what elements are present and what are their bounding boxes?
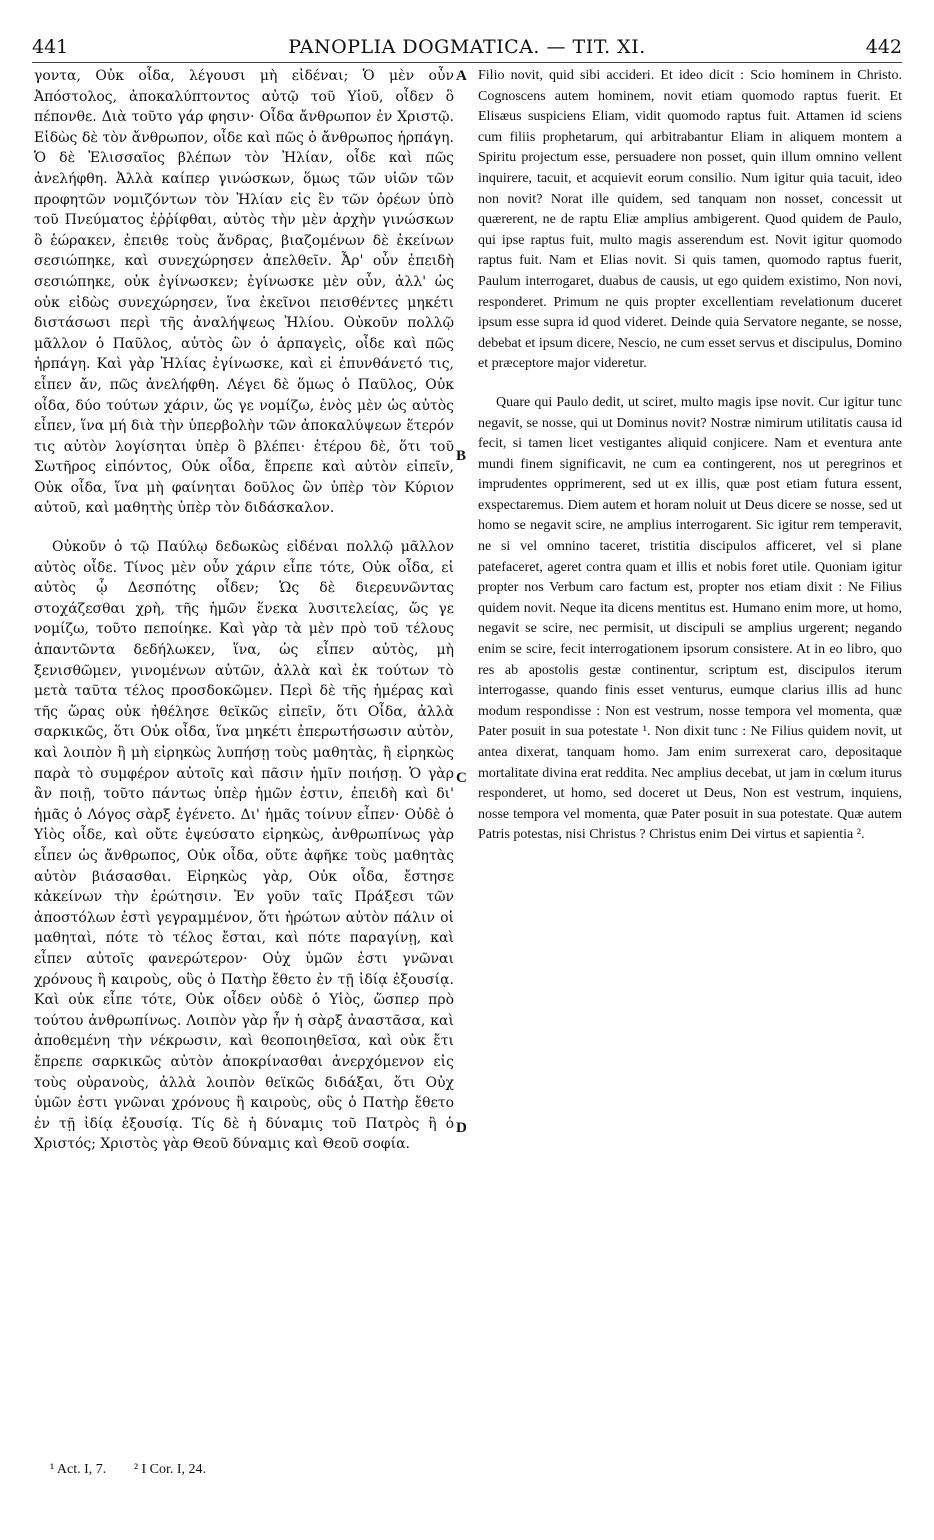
page-header [32,36,902,60]
page-number-left: 441 [32,36,69,58]
latin-paragraph-2: Quare qui Paulo dedit, ut sciret, multo magis ipse novit. Cur igitur tunc negavit, se nosse, qui ut Dominus novit? Nostræ nimirum utilitatis causa id fecit, si tamen licet vestigantes aliquid conjicere. Nam et eventura ante mundi finem significavit, ne cum ea contingerent, nos ut peregrinos et imprudentes opprimerent, sed ut ex illis, quæ post etiam futura essent, exspectaremus. Diem autem et horam noluit ut Deus dicere se nosse, sed ut homo se negavit scire, ne amplius interrogarent. Sic igitur rem temperavit, ne si vel omnino taceret, tristitia discipulos afficeret, vel si plane patefaceret, ageret contra quam et illis et nobis foret utile. Quoniam igitur propter nos Verbum caro factum est, propter nos etiam dixit : Ne Filius quidem novit. Neque ita dicens mentitus est. Humano enim more, ut homo, negavit se scire, nec permisit, ut discipuli se amplius urgerent; negando enim se scire, fecit interrogationem ipsorum consistere. At in eo libro, quo res ab apostolis gestæ continentur, scriptum est, discipulos iterum interrogasse, quando finis esset venturus, eumque clarius illis ad hunc modum respondisse : Non est vestrum, nosse tempora vel momenta, quæ Pater posuit in sua potestate ¹. Non dixit tunc : Ne Filius quidem novit, ut antea dixerat, tanquam homo. Jam enim surrexerat caro, depositaque mortalitate divina erat reddita. Nec amplius decebat, ut jam in cœlum iturus responderet, ut homo, sed doceret ut Deus, Non est vestrum, inquiens, nosse tempora vel momenta, quæ Pater posuit in sua potestate. Quæ autem Patris potestas, nisi Christus ? Christus enim Dei virtus et sapientia ². [478,394,902,843]
section-marker-b: B [456,448,467,464]
latin-paragraph-1: Filio novit, quid sibi accideri. Et ideo dicit : Scio hominem in Christo. Cognoscens autem hominem, novit etiam quomodo raptus fuerit. Et Elisæus suspiciens Eliam, vidit quomodo raptus fuit. Attamen id sciens cum filiis prophetarum, qui arbitrabantur Eliam in aliquem montem a Spiritu projectum esse, persuadere non posset, quin illum omnino vellent inquirere, tacuit, et acquievit eorum consilio. Num igitur quia tacuit, ideo non novit? Norat ille quidem, sed tanquam non nosset, concessit ut quærerent, ne de raptu Eliæ amplius ambigerent. Quod quidem de Paulo, qui ipse raptus fuit, multo magis asserendum est. Novit igitur quomodo raptus fuit. Nam et Elias novit. Si quis tamen, quomodo raptus fuerit, Paulum interrogaret, duabus de causis, ut ego quidem existimo, Non novi, responderet. Primum ne quis propter excellentiam revelationum duceret ipsum esse supra id quod videret. Deinde quia Servatore negante, se nosse, debebat et ipsum dicere, Nescio, ne cum esset servus et discipulus, Domino et præceptore major videretur. [478,68,902,372]
header-rule [32,62,902,63]
section-marker-a: A [456,68,467,84]
page-number-right: 442 [865,36,902,58]
section-marker-c: C [456,770,467,786]
greek-column [34,66,454,1155]
section-marker-d: D [456,1120,467,1136]
footnotes [50,1462,230,1478]
footnote-2: ² I Cor. I, 24. [133,1462,207,1477]
greek-paragraph-2: Οὐκοῦν ὁ τῷ Παύλῳ δεδωκὼς εἰδέναι πολλῷ μᾶλλον αὐτὸς οἶδε. Τίνος μὲν οὖν χάριν εἶπε τότε, Οὐκ οἶδα, εἰ αὐτὸς ᾧ Δεσπότης οἶδεν; Ὡς δὲ διερευνῶντας στοχάζεσθαι χρὴ, τῆς ἡμῶν ἕνεκα λυσιτελείας, ὥς γε νομίζω, τοῦτο πεποίηκε. Καὶ γὰρ τὰ μὲν πρὸ τοῦ τέλους ἀπαντῶντα δεδήλωκεν, ἵνα, ὡς εἶπεν αὐτὸς, μὴ ξενισθῶμεν, γινομένων αὐτῶν, ἀλλὰ καὶ ἐκ τούτων τὸ μετὰ ταῦτα τέλος προσδοκῶμεν. Περὶ δὲ τῆς ἡμέρας καὶ τῆς ὥρας οὐκ ἠθέλησε θεϊκῶς εἰπεῖν, ὅτι Οἶδα, ἀλλὰ σαρκικῶς, ὅτι Οὐκ οἶδα, ἵνα μηκέτι ἐπερωτήσωσιν αὐτὸν, καὶ λοιπὸν ἢ μὴ εἰρηκὼς λυπήσῃ τοὺς μαθητὰς, ἢ εἰρηκὼς παρὰ τὸ συμφέρον αὐτοῖς καὶ πᾶσιν ἡμῖν ποιήσῃ. Ὁ γὰρ ἂν ποιῇ, τοῦτο πάντως ὑπὲρ ἡμῶν ἐστιν, ἐπειδὴ καὶ δι' ἡμᾶς ὁ Λόγος σὰρξ ἐγένετο. Δι' ἡμᾶς τοίνυν εἶπεν· Οὐδὲ ὁ Υἱὸς οἶδε, καὶ οὔτε ἐψεύσατο εἰρηκὼς, ἀνθρωπίνως γὰρ εἶπεν ὡς ἄνθρωπος, Οὐκ οἶδα, οὔτε ἀφῆκε τοὺς μαθητὰς αὐτὸν βιάσασθαι. Εἰρηκὼς γὰρ, Οὐκ οἶδα, ἔστησε κἀκείνων τὴν ἐρώτησιν. Ἐν γοῦν ταῖς Πράξεσι τῶν ἀποστόλων ἐστὶ γεγραμμένον, ὅτι ἠρώτων αὐτὸν πάλιν οἱ μαθηταὶ, πότε τὸ τέλος ἔσται, καὶ πότε παραγίνῃ, καὶ εἶπεν αὐτοῖς φανερώτερον· Οὐχ ὑμῶν ἐστι γνῶναι χρόνους ἢ καιροὺς, οὓς ὁ Πατὴρ ἔθετο ἐν τῇ ἰδίᾳ ἐξουσίᾳ. Καὶ οὐκ εἶπε τότε, Οὐκ οἶδεν οὐδὲ ὁ Υἱὸς, ὥσπερ πρὸ τούτου ἀνθρωπίνως. Λοιπὸν γὰρ ἦν ἡ σὰρξ ἀναστᾶσα, καὶ ἀποθεμένη τὴν νέκρωσιν, καὶ θεοποιηθεῖσα, καὶ οὐκ ἔτι ἔπρεπε σαρκικῶς αὐτὸν ἀποκρίνασθαι ἀνερχόμενον εἰς τοὺς οὐρανοὺς, ἀλλὰ λοιπὸν θεϊκῶς διδάξαι, ὅτι Οὐχ ὑμῶν ἐστι γνῶναι χρόνους ἢ καιροὺς, οὓς ὁ Πατὴρ ἔθετο ἐν τῇ ἰδίᾳ ἐξουσίᾳ. Τίς δὲ ἡ δύναμις τοῦ Πατρὸς ἢ ὁ Χριστός; Χριστὸς γὰρ Θεοῦ δύναμις καὶ Θεοῦ σοφία. [34,539,454,1153]
latin-column [478,66,902,846]
footnote-1: ¹ Act. I, 7. [50,1462,107,1477]
greek-paragraph-1: γοντα, Οὐκ οἶδα, λέγουσι μὴ εἰδέναι; Ὁ μὲν οὖν Ἀπόστολος, ἀποκαλύπτοντος αὐτῷ τοῦ Υἱοῦ, οἶδεν ὃ πέπονθε. Διὰ τοῦτο γάρ φησιν· Οἶδα ἄνθρωπον ἐν Χριστῷ. Εἰδὼς δὲ τὸν ἄνθρωπον, οἶδε καὶ πῶς ὁ ἄνθρωπος ἡρπάγη. Ὁ δὲ Ἐλισσαῖος βλέπων τὸν Ἠλίαν, οἶδε καὶ πῶς ἀνελήφθη. Ἀλλὰ καίπερ γινώσκων, ὅμως τῶν υἱῶν τῶν προφητῶν νομιζόντων τὸν Ἠλίαν εἰς ἓν τῶν ὀρέων ὑπὸ τοῦ Πνεύματος ἐῤῥίφθαι, αὐτὸς τὴν μὲν ἀρχὴν γινώσκων ὃ ἑώρακεν, ἐπειθε τοὺς ἄνδρας, βιαζομένων δὲ ἐκείνων σεσιώπηκε, καὶ συνεχώρησεν ἀπελθεῖν. Ἆρ' οὖν ἐπειδὴ σεσιώπηκε, οὐκ ἐγίνωσκεν; ἐγίνωσκε μὲν οὖν, ἀλλ' ὡς οὐκ εἰδὼς συνεχώρησεν, ἵνα ἐκεῖνοι πεισθέντες μηκέτι διστάσωσι περὶ τῆς ἀναλήψεως Ἠλίου. Οὐκοῦν πολλῷ μᾶλλον ὁ Παῦλος, αὐτὸς ὢν ὁ ἁρπαγεὶς, οἶδε καὶ πῶς ἡρπάγη. Καὶ γὰρ Ἠλίας ἐγίνωσκε, καὶ εἰ ἐπυνθάνετό τις, εἶπεν ἄν, πῶς ἀνελήφθη. Λέγει δὲ ὅμως ὁ Παῦλος, Οὐκ οἶδα, δύο τούτων χάριν, ὥς γε νομίζω, ἑνὸς μὲν ὡς αὐτὸς εἶπεν, ἵνα μή διὰ τὴν ὑπερβολὴν τῶν ἀποκαλύψεων ἕτερόν τις αὐτὸν λογίσηται ὑπὲρ ὃ βλέπει· ἑτέρου δὲ, ὅτι τοῦ Σωτῆρος εἰπόντος, Οὐκ οἶδα, ἔπρεπε καὶ αὐτὸν εἰπεῖν, Οὐκ οἶδα, ἵνα μὴ φαίνηται δοῦλος ὢν ὑπὲρ τὸν Κύριον αὐτοῦ, καὶ μαθητὴς ὑπὲρ τὸν διδάσκαλον. [34,68,454,517]
running-title: PANOPLIA DOGMATICA. — TIT. XI. [288,36,646,58]
